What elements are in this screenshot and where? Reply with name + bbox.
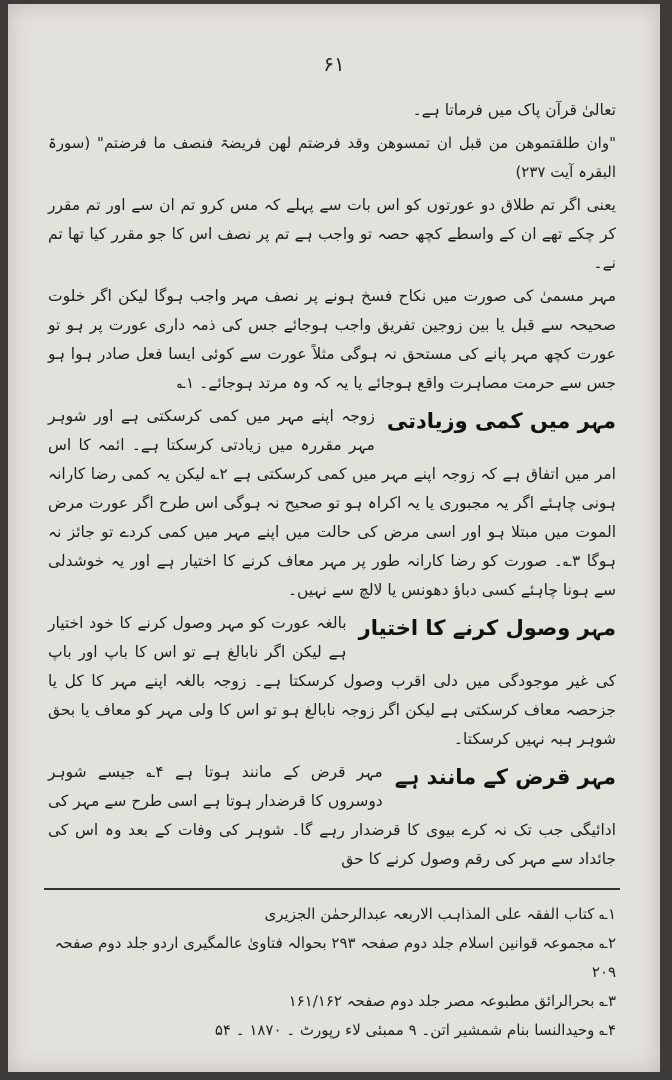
page-number: ۶۱	[323, 52, 345, 76]
section-heading: مہر قرض کے مانند ہے	[394, 765, 616, 789]
footnote: ۴؎ وحیدالنسا بنام شمشیر اتن۔ ۹ ممبئی لاء رپورٹ ۔ ۱۸۷۰ ۔ ۵۴	[214, 1021, 616, 1039]
document-page	[8, 4, 660, 1072]
section-mahr-debt	[48, 758, 616, 874]
section-heading: مہر میں کمی وزیادتی	[386, 409, 616, 433]
section-mahr-collection	[48, 609, 616, 754]
paragraph-intro: تعالیٰ قرآن پاک میں فرماتا ہے۔	[412, 101, 616, 119]
paragraph-mahr-musamma: مہر مسمیٰ کی صورت میں نکاح فسخ ہونے پر نصف مہر واجب ہوگا لیکن اگر خلوت صحیحہ سے قبل یا بین زوجین تفریق واجب ہوجائے جس کی ذمہ داری عورت پر ہو تو عورت کچھ مہر پانے کی مستحق نہ ہوگی مثلاً عورت سے کوئی ایسا فعل صادر ہوا ہو جس سے حرمت مصاہرت واقع ہوجائے یا یہ کہ وہ مرتد ہوجائے۔ ۱؎	[48, 287, 616, 392]
section-heading: مہر وصول کرنے کا اختیار	[358, 616, 616, 640]
body-text	[48, 96, 616, 878]
footnote: ۲؎ مجموعہ قوانین اسلام جلد دوم صفحہ ۲۹۳ بحوالہ فتاویٰ عالمگیری اردو جلد دوم صفحہ ۲۰۹	[54, 934, 616, 981]
section-text: مہر قرض کے مانند ہوتا ہے ۴؎ جیسے شوہر دوسروں کا قرضدار ہوتا ہے اسی طرح سے مہر کی ادائیگی جب تک نہ کرے بیوی کا قرضدار رہے گا۔ شوہر کی وفات کے بعد وہ اس کی جائداد سے مہر کی رقم وصول کرنے کا حق	[48, 763, 616, 868]
footnotes	[48, 900, 616, 1045]
section-mahr-change	[48, 402, 616, 605]
section-text: بالغہ عورت کو مہر وصول کرنے کا خود اختیار ہے لیکن اگر نابالغ ہے تو اس کا باپ اور باپ کی غیر موجودگی میں دلی اقرب وصول کرسکتا ہے۔ زوجہ بالغہ اپنے مہر کا کل یا جزحصہ معاف کرسکتی ہے لیکن اگر زوجہ نابالغ ہو تو اس کا ولی مہر کو معاف یا بحق شوہر ہبہ نہیں کرسکتا۔	[48, 614, 616, 748]
quranic-quote: "وان طلقتموھن من قبل ان تمسوھن وقد فرضتم لھن فریضۃ فنصف ما فرضتم" (سورۃ البقرہ آیت ۲۳۷)	[48, 134, 616, 181]
footnote: ۳؎ بحرالرائق مطبوعہ مصر جلد دوم صفحہ ۱۶۱/۱۶۲	[288, 992, 616, 1010]
section-text: زوجہ اپنے مہر میں کمی کرسکتی ہے اور شوہر مہر مقررہ میں زیادتی کرسکتا ہے۔ ائمہ کا اس امر میں اتفاق ہے کہ زوجہ اپنے مہر میں کمی کرسکتی ہے ۲؎ لیکن یہ کمی رضا کارانہ ہونی چاہئے اگر یہ مجبوری یا یہ اکراہ ہو تو صحیح نہ ہوگی اس طرح اگر عورت مرض الموت میں مبتلا ہو اور اسی مرض کی حالت میں اپنے مہر میں کمی کردے تو جائز نہ ہوگا ۳؎۔ صورت کو رضا کارانہ طور پر مہر معاف کرنے کا اختیار ہے اور یہ خوشدلی سے ہونا چاہئے کسی دباؤ دھونس یا لالچ سے نہیں۔	[48, 407, 616, 599]
footnote: ۱؎ کتاب الفقہ علی المذاہب الاربعہ عبدالرحمٰن الجزیری	[264, 905, 616, 923]
footnote-divider	[44, 888, 620, 890]
paragraph-translation: یعنی اگر تم طلاق دو عورتوں کو اس بات سے پہلے کہ مس کرو تم ان سے اور تم مقرر کر چکے تھے ان کے واسطے کچھ حصہ تو واجب ہے تم پر نصف اس کا جو مقرر کیا تھا تم نے۔	[48, 196, 616, 272]
